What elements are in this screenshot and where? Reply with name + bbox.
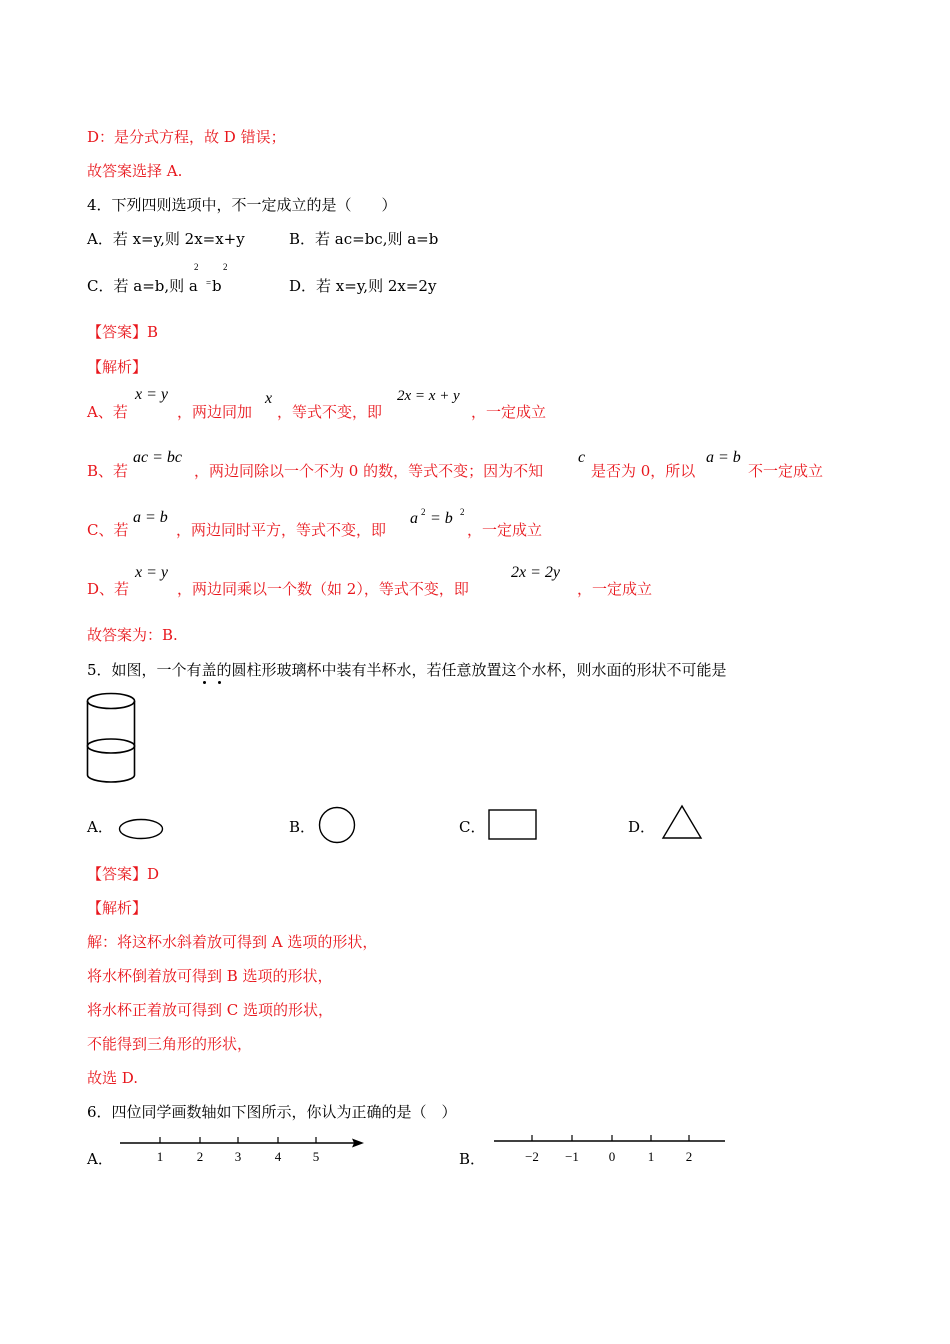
analysis-c-math3a: a	[410, 510, 418, 527]
q4-stem: 4．下列四则选项中，不一定成立的是（ ）	[87, 196, 397, 214]
analysis-c-math3eq: = b	[430, 510, 453, 527]
axis-b-tick-label: 2	[685, 1149, 693, 1164]
analysis-b-p4: 不一定成立	[748, 462, 824, 480]
q4-option-c-eq: =	[206, 278, 212, 288]
circle-shape	[318, 806, 356, 844]
analysis-c-math1: a = b	[133, 509, 168, 526]
q4-answer: 【答案】B	[87, 323, 159, 341]
analysis-d-p4: ，一定成立	[577, 580, 653, 598]
analysis-a-math3: 2x = x + y	[397, 388, 460, 404]
analysis-a-math2: x	[265, 390, 273, 407]
q4-analysis-label: 【解析】	[87, 358, 148, 376]
analysis-d-math3: 2x = 2y	[511, 564, 560, 581]
prev-answer-choice: 故答案选择 A.	[87, 162, 183, 180]
analysis-b-p1: B、若	[87, 462, 129, 480]
axis-a-tick-label: 1	[156, 1149, 164, 1164]
axis-b-tick-label: −2	[525, 1149, 539, 1164]
analysis-a-p2: ，两边同加	[177, 403, 253, 421]
analysis-c-sup2: 2	[460, 507, 465, 517]
number-line-a	[118, 1134, 368, 1168]
q5-stem: 5．如图，一个有盖的圆柱形玻璃杯中装有半杯水，若任意放置这个水杯，则水面的形状不可能是	[87, 661, 727, 679]
q4-option-a: A．若 x=y,则 2x=x+y	[87, 230, 245, 248]
q5-analysis-line: 故选 D.	[87, 1069, 139, 1087]
q5-option-b: B．	[289, 818, 316, 836]
analysis-d-p1: D、若	[87, 580, 130, 598]
q5-analysis-line: 将水杯正着放可得到 C 选项的形状，	[87, 1001, 334, 1019]
analysis-b-p3: 是否为 0，所以	[591, 462, 696, 480]
prev-line-d: D：是分式方程，故 D 错误；	[87, 128, 286, 146]
q6-option-b: B．	[459, 1150, 486, 1168]
q6-stem: 6．四位同学画数轴如下图所示，你认为正确的是（ ）	[87, 1103, 457, 1121]
q4-option-c-sup2: 2	[223, 262, 228, 272]
q5-option-d: D．	[628, 818, 656, 836]
q4-option-c-b: b	[212, 277, 222, 295]
ellipse-shape	[118, 818, 164, 840]
analysis-b-p2: ，两边同除以一个不为 0 的数，等式不变；因为不知	[194, 462, 544, 480]
analysis-d-p2: ，两边同乘以一个数（如 2），等式不变，即	[177, 580, 469, 598]
analysis-d-math1: x = y	[135, 564, 168, 581]
triangle-shape	[660, 804, 704, 840]
q5-analysis-line: 将水杯倒着放可得到 B 选项的形状，	[87, 967, 333, 985]
analysis-c-sup1: 2	[421, 507, 426, 517]
axis-a-tick-label: 5	[312, 1149, 320, 1164]
axis-b-tick-label: 0	[608, 1149, 616, 1164]
analysis-a-p4: ，一定成立	[471, 403, 547, 421]
number-line-b	[492, 1134, 728, 1168]
analysis-c-p1: C、若	[87, 521, 129, 539]
glass-cylinder-figure	[84, 692, 138, 784]
analysis-c-p4: ，一定成立	[467, 521, 543, 539]
q5-option-a: A．	[87, 818, 113, 836]
analysis-a-p1: A、若	[87, 403, 128, 421]
emphasis-dot	[203, 681, 206, 684]
q5-analysis-line: 解：将这杯水斜着放可得到 A 选项的形状，	[87, 933, 378, 951]
q5-analysis-line: 不能得到三角形的形状，	[87, 1035, 253, 1053]
q5-option-c: C．	[459, 818, 486, 836]
analysis-b-math3: a = b	[706, 449, 741, 466]
q4-option-b: B．若 ac=bc,则 a=b	[289, 230, 439, 248]
q4-option-c-text: C．若 a=b,则 a	[87, 277, 198, 295]
analysis-b-math1: ac = bc	[133, 449, 182, 466]
analysis-c-p2: ，两边同时平方，等式不变，即	[176, 521, 387, 539]
q4-option-c-sup1: 2	[194, 262, 199, 272]
analysis-b-math2: c	[578, 449, 586, 466]
q5-analysis-label: 【解析】	[87, 899, 148, 917]
q5-answer: 【答案】D	[87, 865, 160, 883]
axis-a-tick-label: 3	[234, 1149, 242, 1164]
axis-a-tick-label: 2	[196, 1149, 204, 1164]
q6-option-a: A．	[87, 1150, 113, 1168]
q4-option-d: D．若 x=y,则 2x=2y	[289, 277, 437, 295]
axis-b-tick-label: 1	[647, 1149, 655, 1164]
emphasis-dot	[218, 681, 221, 684]
axis-b-tick-label: −1	[565, 1149, 579, 1164]
q4-conclusion: 故答案为：B.	[87, 626, 178, 644]
axis-a-tick-label: 4	[274, 1149, 282, 1164]
rectangle-shape	[488, 809, 538, 841]
analysis-a-math1: x = y	[135, 386, 168, 403]
analysis-a-p3: ，等式不变，即	[277, 403, 383, 421]
